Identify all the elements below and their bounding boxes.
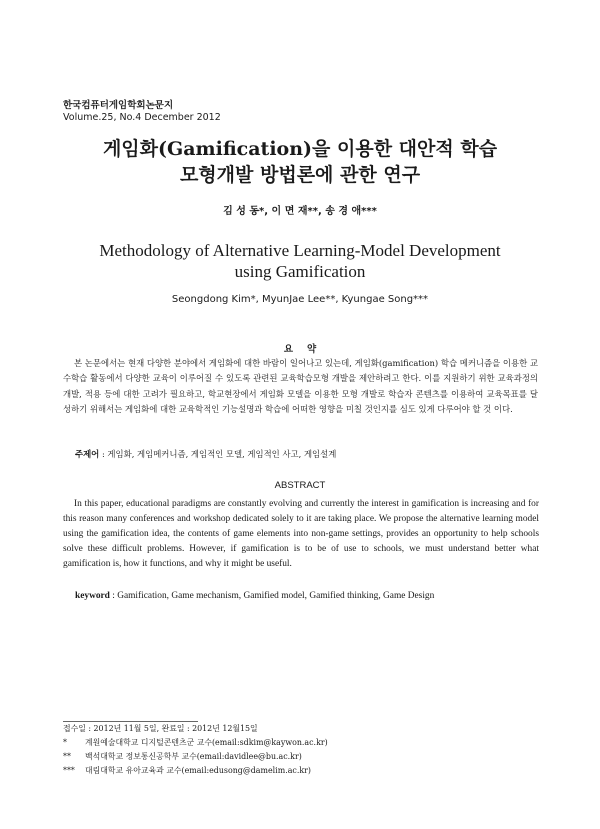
korean-title-line-2: 모형개발 방법론에 관한 연구: [179, 164, 421, 186]
english-title-line-1: Methodology of Alternative Learning-Model Development: [99, 241, 501, 260]
journal-volume: Volume.25, No.4 December 2012: [63, 112, 221, 123]
received-dates: 접수일 : 2012년 11월 5일, 완료일 : 2012년 12월15일: [63, 724, 258, 733]
footnote-author-1: [63, 737, 328, 748]
english-title: [0, 240, 600, 282]
footnote-author-3: [63, 765, 311, 776]
korean-authors: 김 성 동*, 이 면 재**, 송 경 애***: [223, 206, 377, 217]
footnote-divider: [63, 721, 198, 722]
korean-keywords-label: 주제어: [75, 449, 100, 459]
english-authors: Seongdong Kim*, MyunJae Lee**, Kyungae Song***: [171, 294, 429, 305]
footnote-text: 백석대학교 정보통신공학부 교수(email:davidlee@bu.ac.kr): [85, 752, 302, 761]
korean-keywords: [75, 448, 336, 460]
english-title-line-2: using Gamification: [234, 262, 366, 281]
footnote-mark: ***: [63, 766, 75, 775]
english-keywords: [75, 591, 434, 601]
footnote-text: 계원예술대학교 디지털콘텐츠군 교수(email:sdkim@kaywon.ac.kr): [85, 738, 328, 747]
english-abstract-body: In this paper, educational paradigms are constantly evolving and currently the interest in gamification is increasing and for this reason many conferences and workshop dedicated solely to it are taking place. We propose the alternative learning model using the gamification idea, the contents of game elements into non-game settings, provides an opportunity to help schools solve these difficult problems. However, if gamification is to be of use to schools, we must understand better what gamification is, how it functions, and why it might be useful.: [63, 499, 539, 570]
korean-abstract-body: 본 논문에서는 현재 다양한 분야에서 게임화에 대한 바람이 일어나고 있는데, 게임화(gamification) 학습 메커니즘을 이용한 교수학습 활동에서 다양한 교육이 이루어질 수 있도록 관련된 교육학습모형 개발을 제안하려고 한다. 이를 지원하기 위한 교육과정의 개발, 적용 등에 대한 고려가 필요하고, 학교현장에서 게임화 모델을 이용한 모형 개발로 학습자 콘텐츠를 이용하여 교육목표를 달성하기 위해서는 게임화에 대한 교육학적인 기능설명과 학습에 어떠한 영향을 미칠 것인지를 심도 있게 다루어야 할 것 이다.: [63, 358, 538, 415]
journal-name: 한국컴퓨터게임학회논문지: [63, 100, 174, 111]
korean-keywords-list: : 게임화, 게임메커니즘, 게임적인 모델, 게임적인 사고, 게임설계: [99, 449, 337, 459]
korean-abstract-heading: 요약: [283, 344, 331, 355]
korean-title: [0, 136, 600, 188]
footnote-text: 대림대학교 유아교육과 교수(email:edusong@damelim.ac.kr): [85, 766, 311, 775]
footnote-author-2: [63, 751, 302, 762]
english-keywords-list: : Gamification, Game mechanism, Gamified model, Gamified thinking, Game Design: [109, 591, 435, 601]
footnote-mark: *: [63, 738, 67, 747]
english-abstract-heading: ABSTRACT: [274, 480, 326, 491]
korean-title-line-1: 게임화(Gamification)을 이용한 대안적 학습: [102, 138, 498, 160]
footnote-mark: **: [63, 752, 71, 761]
english-keywords-label: keyword: [75, 591, 110, 601]
